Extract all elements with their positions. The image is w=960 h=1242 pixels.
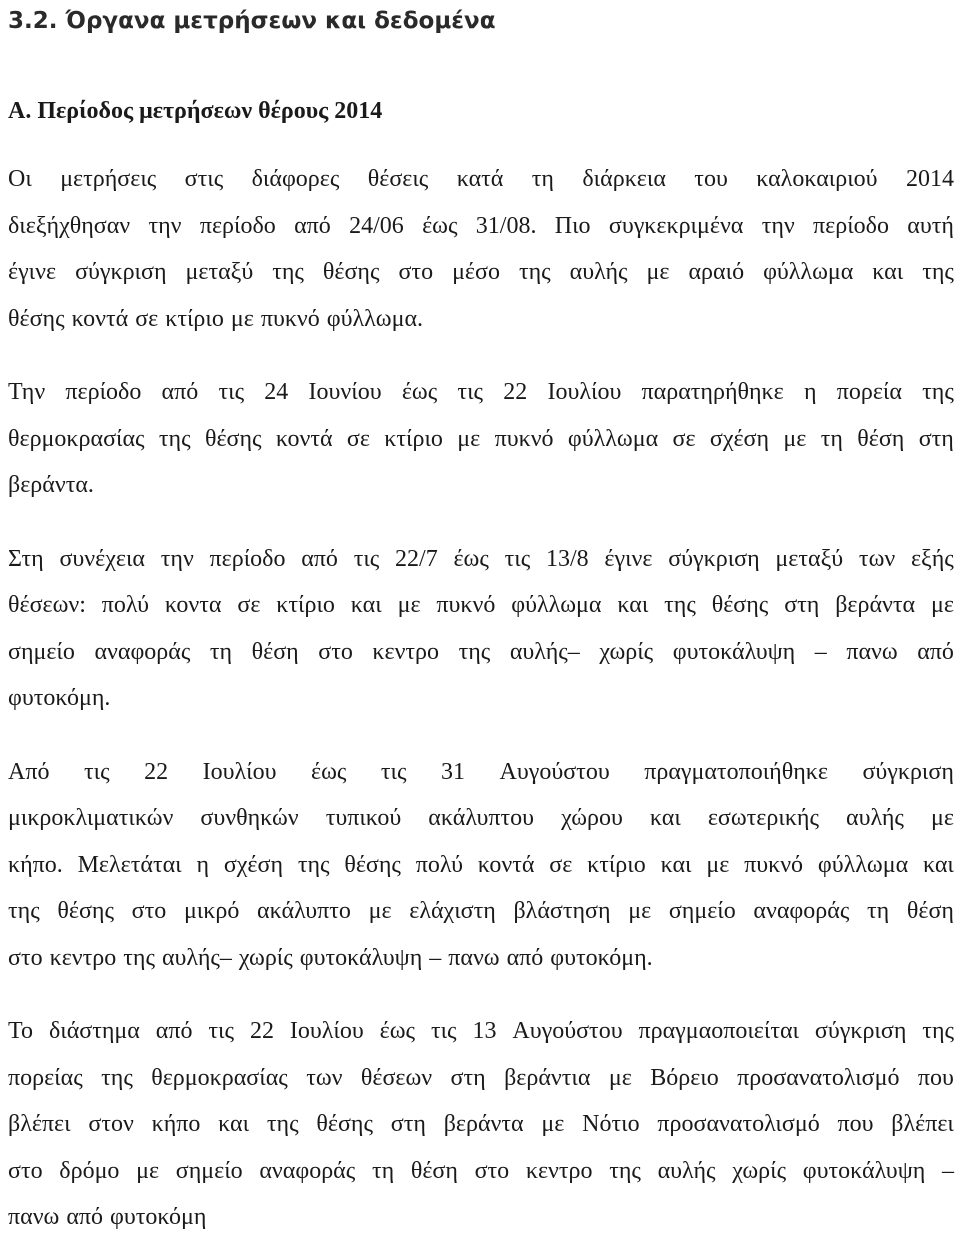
word: της <box>922 259 954 285</box>
word: κτίριο <box>587 851 646 878</box>
word: 22 <box>144 758 169 785</box>
word: έως <box>379 1018 416 1044</box>
word: βεράντια <box>504 1064 591 1091</box>
word: στις <box>184 166 224 192</box>
word: 13 <box>472 1018 497 1044</box>
word: μέσο <box>452 259 500 285</box>
word: – <box>814 638 827 665</box>
word: θέσης <box>322 259 380 285</box>
word: κοντά <box>275 425 333 452</box>
word: με <box>628 898 652 924</box>
paragraph-line <box>8 582 954 629</box>
word: των <box>858 545 896 572</box>
paragraph-line <box>8 888 954 935</box>
word: Το <box>8 1018 34 1044</box>
word: σύγκριση <box>75 259 167 285</box>
word: τις <box>83 758 110 785</box>
paragraph-line <box>8 1055 954 1102</box>
word: θέσης <box>344 851 401 878</box>
word: θέσεων: <box>8 592 86 618</box>
word: βλέπει <box>891 1111 954 1137</box>
word: από <box>506 944 544 971</box>
word: θέσεων <box>360 1064 433 1091</box>
paragraph-line <box>8 1101 954 1148</box>
word: περίοδο <box>209 545 286 572</box>
word: πραγματοποιήθηκε <box>644 758 828 785</box>
word: θέσης <box>57 898 114 924</box>
word: χώρου <box>561 805 623 831</box>
word: αυλής– <box>509 638 580 665</box>
word: της <box>297 851 330 878</box>
word: τις <box>430 1018 457 1044</box>
word: φύλλωμα <box>567 425 659 452</box>
paragraph-line <box>8 1008 954 1055</box>
word: με <box>457 425 481 452</box>
word: διάφορες <box>251 166 340 192</box>
word: σε <box>549 851 573 878</box>
word: πυκνό <box>260 305 320 332</box>
word: φυτοκάλυψη <box>299 944 423 971</box>
document-page <box>8 0 954 1241</box>
paragraph-line <box>8 1148 954 1195</box>
word: της <box>518 259 551 285</box>
word: πανω <box>846 638 898 665</box>
word: την <box>761 212 795 239</box>
word: θέση <box>251 638 299 665</box>
word: και <box>350 592 382 618</box>
word: κατά <box>456 166 504 192</box>
word: – <box>429 944 442 971</box>
word: στον <box>88 1111 134 1137</box>
word: κτίριο <box>165 305 224 332</box>
paragraph-line <box>8 296 954 343</box>
word: βεράντα. <box>8 472 94 498</box>
word: Πιο <box>554 212 591 239</box>
word: φύλλωμα <box>817 851 909 878</box>
word: περίοδο <box>65 379 142 405</box>
word: με <box>783 425 807 452</box>
word: Ιουλίου <box>202 758 277 785</box>
word: συνέχεια <box>59 545 145 572</box>
paragraph-line <box>8 675 954 722</box>
word: θέσης <box>711 592 769 618</box>
word: θέσης <box>8 305 65 332</box>
word: της <box>609 1157 641 1184</box>
word: από <box>155 1018 193 1044</box>
word: χωρίς <box>732 1157 787 1184</box>
subsection-title: Α. Περίοδος μετρήσεων θέρους 2014 <box>8 98 383 124</box>
word: αυτή <box>907 212 954 239</box>
section-title: 3.2. Όργανα μετρήσεων και δεδομένα <box>8 8 496 34</box>
word: ακάλυπτο <box>257 898 351 924</box>
word: στο <box>474 1157 510 1184</box>
word: φυτοκάλυψη <box>672 638 796 665</box>
word: έως <box>453 545 489 572</box>
word: μικρό <box>183 898 240 924</box>
paragraph-line <box>8 749 954 796</box>
word: ελάχιστη <box>409 898 496 924</box>
word: αραιό <box>688 259 745 285</box>
word: με <box>397 592 421 618</box>
paragraph-3 <box>8 536 954 722</box>
word: – <box>941 1157 954 1184</box>
word: τη <box>867 898 890 924</box>
word: της <box>158 425 191 452</box>
paragraph-line <box>8 935 954 982</box>
paragraph-line <box>8 462 954 509</box>
word: συγκεκριμένα <box>608 212 744 239</box>
word: της <box>272 259 304 285</box>
word: από <box>66 1204 104 1230</box>
word: με <box>541 1111 565 1137</box>
paragraph-2 <box>8 369 954 509</box>
word: τη <box>209 638 233 665</box>
word: μετρήσεις <box>60 166 157 192</box>
word: Αυγούστου <box>499 758 610 785</box>
word: και <box>649 805 681 831</box>
word: σύγκριση <box>814 1018 907 1044</box>
word: στη <box>390 1111 426 1137</box>
word: θέση <box>410 1157 458 1184</box>
word: τη <box>531 166 554 192</box>
word: Νότιο <box>582 1111 640 1137</box>
word: θέσης <box>316 1111 373 1137</box>
word: βλέπει <box>8 1111 71 1137</box>
word: Βόρειο <box>650 1064 719 1091</box>
word: με <box>930 805 954 831</box>
word: συνθηκών <box>200 805 299 831</box>
word: περίοδο <box>813 212 889 239</box>
word: τις <box>380 758 407 785</box>
word: με <box>608 1064 632 1091</box>
paragraph-line <box>8 369 954 416</box>
word: από <box>917 638 954 665</box>
word: πραγμαοποιείται <box>638 1018 799 1044</box>
word: και <box>218 1111 250 1137</box>
word: κεντρο <box>525 1157 593 1184</box>
word: πυκνό <box>436 592 496 618</box>
word: φύλλωμα. <box>326 305 424 332</box>
word: 13/8 <box>545 545 589 572</box>
word: έγινε <box>604 545 653 572</box>
word: τυπικού <box>325 805 402 831</box>
word: Στη <box>8 545 44 572</box>
word: και <box>660 851 692 878</box>
paragraph-line <box>8 416 954 463</box>
word: από <box>301 545 338 572</box>
word: θέση <box>857 425 905 452</box>
word: που <box>837 1111 874 1137</box>
word: προσανατολισμό <box>657 1111 820 1137</box>
word: της <box>458 638 491 665</box>
word: φυτοκόμη. <box>8 685 111 711</box>
word: σε <box>135 305 159 332</box>
word: σύγκριση <box>668 545 760 572</box>
word: σημείο <box>8 638 75 665</box>
word: σε <box>346 425 370 452</box>
word: βεράντα <box>443 1111 524 1137</box>
word: της <box>123 944 155 971</box>
word: της <box>922 379 954 405</box>
word: 22/7 <box>395 545 438 572</box>
word: αναφοράς <box>259 1157 356 1184</box>
paragraph-line <box>8 1194 954 1241</box>
word: μικροκλιματικών <box>8 805 174 831</box>
word: σε <box>672 425 696 452</box>
word: Ιουλίου <box>289 1018 364 1044</box>
word: έως <box>422 212 458 239</box>
word: η <box>196 851 210 878</box>
word: φύλλωμα <box>763 259 854 285</box>
word: τις <box>218 379 245 405</box>
word: κοντά <box>477 851 535 878</box>
word: θέσεις <box>367 166 429 192</box>
word: πολύ <box>101 592 149 618</box>
word: και <box>617 592 649 618</box>
word: διάστημα <box>48 1018 140 1044</box>
paragraph-line <box>8 536 954 583</box>
word: την <box>148 212 182 239</box>
word: στη <box>450 1064 486 1091</box>
word: πανω <box>448 944 500 971</box>
word: κήπο. <box>8 851 63 878</box>
word: αναφοράς <box>94 638 191 665</box>
word: σε <box>237 592 261 618</box>
word: ακάλυπτου <box>428 805 535 831</box>
word: Ιουλίου <box>547 379 622 405</box>
word: από <box>294 212 331 239</box>
word: μεταξύ <box>775 545 844 572</box>
word: των <box>306 1064 343 1091</box>
word: θέση <box>906 898 954 924</box>
word: 31 <box>441 758 466 785</box>
word: δρόμο <box>59 1157 120 1184</box>
word: θερμοκρασίας <box>151 1064 288 1091</box>
word: παρατηρήθηκε <box>641 379 784 405</box>
word: με <box>931 592 954 618</box>
word: με <box>706 851 730 878</box>
word: πυκνό <box>494 425 554 452</box>
word: 2014 <box>905 166 954 192</box>
word: στο <box>318 638 353 665</box>
word: της <box>922 1018 954 1044</box>
word: στη <box>784 592 820 618</box>
word: 24/06 <box>349 212 404 239</box>
word: 31/08. <box>475 212 537 239</box>
word: βλάστηση <box>513 898 611 924</box>
paragraph-line <box>8 842 954 889</box>
word: της <box>101 1064 133 1091</box>
word: σχέση <box>709 425 770 452</box>
word: του <box>694 166 728 192</box>
word: στο <box>131 898 167 924</box>
word: 22 <box>503 379 528 405</box>
word: της <box>8 898 40 924</box>
word: φυτοκόμη. <box>550 944 653 971</box>
word: της <box>664 592 696 618</box>
word: της <box>266 1111 299 1137</box>
word: από <box>161 379 199 405</box>
word: σύγκριση <box>862 758 954 785</box>
word: Αυγούστου <box>512 1018 623 1044</box>
word: και <box>922 851 954 878</box>
word: 24 <box>264 379 289 405</box>
word: αυλής <box>846 805 904 831</box>
word: με <box>230 305 254 332</box>
word: φυτοκάλυψη <box>802 1157 926 1184</box>
word: την <box>160 545 194 572</box>
word: σημείο <box>175 1157 243 1184</box>
word: τις <box>208 1018 235 1044</box>
word: με <box>136 1157 160 1184</box>
paragraph-5 <box>8 1008 954 1241</box>
word: πυκνό <box>744 851 804 878</box>
word: και <box>872 259 904 285</box>
word: κεντρο <box>372 638 440 665</box>
word: κτίριο <box>384 425 443 452</box>
word: έως <box>310 758 347 785</box>
word: πολύ <box>415 851 463 878</box>
paragraph-line <box>8 156 954 203</box>
word: με <box>368 898 392 924</box>
word: έως <box>401 379 438 405</box>
paragraph-4 <box>8 749 954 982</box>
word: στο <box>398 259 434 285</box>
word: τις <box>353 545 380 572</box>
word: χωρίς <box>238 944 293 971</box>
word: τις <box>457 379 484 405</box>
word: κήπο <box>151 1111 201 1137</box>
word: αυλής <box>569 259 628 285</box>
word: Οι <box>8 166 32 192</box>
paragraph-line <box>8 249 954 296</box>
word: στη <box>918 425 954 452</box>
word: διεξήχθησαν <box>8 212 131 239</box>
word: κοντά <box>71 305 129 332</box>
word: καλοκαιριού <box>756 166 878 192</box>
word: αυλής– <box>161 944 232 971</box>
word: τις <box>504 545 531 572</box>
word: πορεία <box>836 379 902 405</box>
word: βεράντα <box>835 592 916 618</box>
word: θέσης <box>204 425 262 452</box>
word: που <box>917 1064 954 1091</box>
word: στο <box>8 944 43 971</box>
word: Μελετάται <box>77 851 182 878</box>
word: φυτοκόμη <box>110 1204 207 1230</box>
word: η <box>803 379 817 405</box>
word: σχέση <box>223 851 283 878</box>
word: πορείας <box>8 1064 83 1091</box>
word: μεταξύ <box>185 259 254 285</box>
paragraph-line <box>8 629 954 676</box>
word: Την <box>8 379 46 405</box>
word: έγινε <box>8 259 57 285</box>
word: χωρίς <box>599 638 654 665</box>
word: κοντα <box>164 592 222 618</box>
word: περίοδο <box>199 212 276 239</box>
word: αυλής <box>657 1157 716 1184</box>
word: με <box>646 259 670 285</box>
word: τη <box>820 425 843 452</box>
word: εξής <box>910 545 954 572</box>
word: πανω <box>8 1204 60 1230</box>
paragraph-line <box>8 203 954 250</box>
word: φύλλωμα <box>511 592 602 618</box>
word: κεντρο <box>49 944 117 971</box>
word: Από <box>8 758 50 785</box>
word: στο <box>8 1157 43 1184</box>
word: τη <box>371 1157 395 1184</box>
word: Ιουνίου <box>308 379 382 405</box>
word: αναφοράς <box>753 898 850 924</box>
word: εσωτερικής <box>707 805 819 831</box>
paragraph-1 <box>8 156 954 342</box>
paragraph-line <box>8 795 954 842</box>
word: προσανατολισμό <box>737 1064 900 1091</box>
word: 22 <box>249 1018 274 1044</box>
word: κτίριο <box>276 592 335 618</box>
word: διάρκεια <box>582 166 666 192</box>
word: σημείο <box>668 898 736 924</box>
word: θερμοκρασίας <box>8 425 145 452</box>
